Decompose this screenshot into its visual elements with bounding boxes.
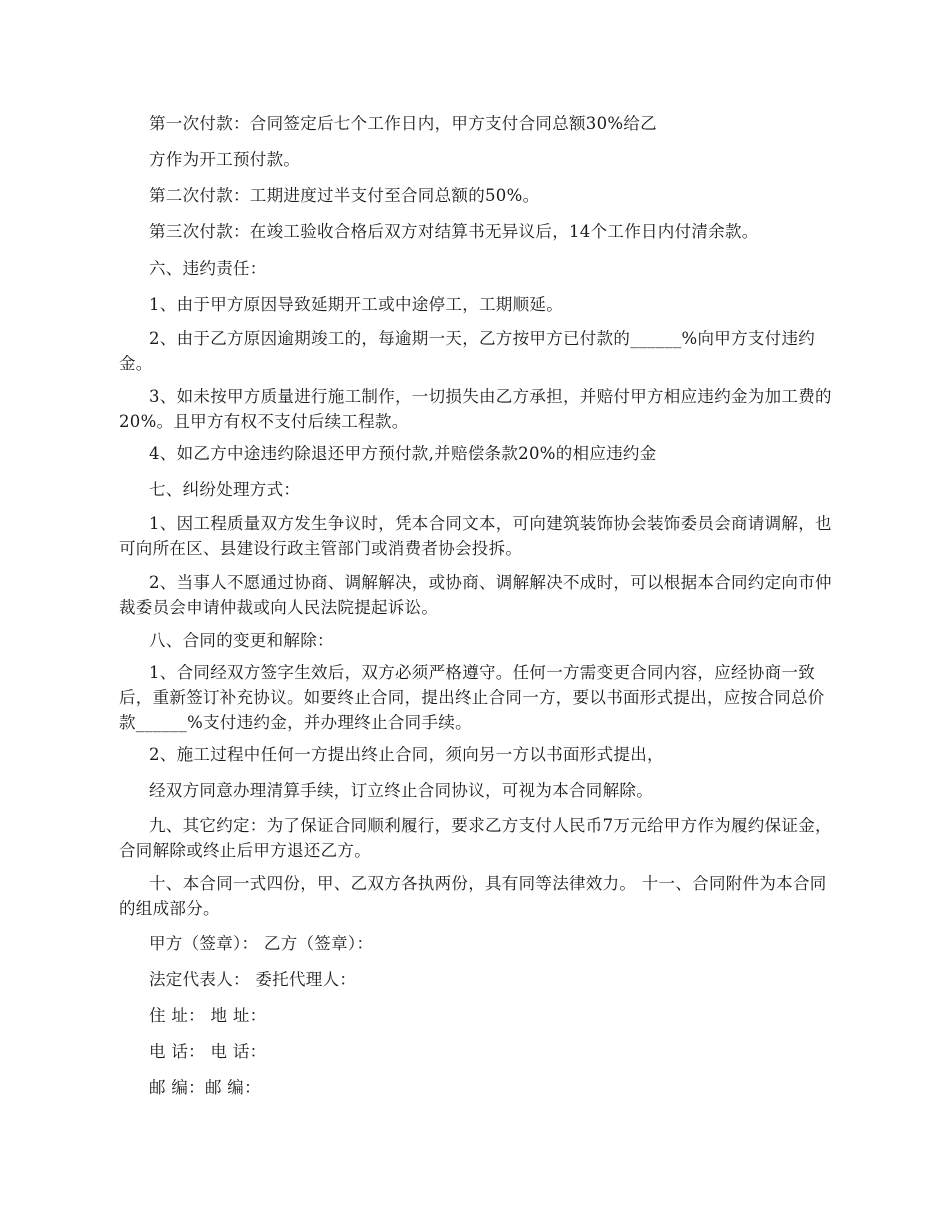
heading-contract-change: 八、合同的变更和解除： xyxy=(149,631,334,650)
paragraph-other-terms: 九、其它约定：为了保证合同顺利履行，要求乙方支付人民币7万元给甲方作为履约保证金，合同解除或终止后甲方退还乙方。 xyxy=(119,816,832,860)
paragraph-breach-2: 2、由于乙方原因逾期竣工的，每逾期一天，乙方按甲方已付款的______%向甲方支付违约金。 xyxy=(119,329,816,373)
paragraph-dispute-2: 2、当事人不愿通过协商、调解解决，或协商、调解解决不成时，可以根据本合同约定向市仲裁委员会申请仲裁或向人民法院提起诉讼。 xyxy=(119,573,832,617)
signature-postcode-line: 邮 编：邮 编： xyxy=(149,1078,261,1097)
heading-dispute-resolution: 七、纠纷处理方式： xyxy=(149,480,301,499)
signature-address-line: 住 址： 地 址： xyxy=(149,1006,267,1025)
paragraph-first-payment: 第一次付款：合同签定后七个工作日内，甲方支付合同总额30%给乙 xyxy=(149,114,657,133)
paragraph-breach-3: 3、如未按甲方质量进行施工制作，一切损失由乙方承担，并赔付甲方相应违约金为加工费的20%。且甲方有权不支付后续工程款。 xyxy=(119,387,832,431)
paragraph-third-payment: 第三次付款：在竣工验收合格后双方对结算书无异议后，14个工作日内付清余款。 xyxy=(149,222,759,241)
paragraph-first-payment-cont: 方作为开工预付款。 xyxy=(149,150,301,169)
signature-representative-line: 法定代表人： 委托代理人： xyxy=(149,970,357,989)
heading-breach-liability: 六、违约责任： xyxy=(149,259,267,278)
paragraph-copies: 十、本合同一式四份，甲、乙双方各执两份，具有同等法律效力。 十一、合同附件为本合同的组成部分。 xyxy=(119,874,827,918)
signature-phone-line: 电 话： 电 话： xyxy=(149,1042,267,1061)
paragraph-breach-1: 1、由于甲方原因导致延期开工或中途停工，工期顺延。 xyxy=(149,295,563,314)
paragraph-second-payment: 第二次付款：工期进度过半支付至合同总额的50%。 xyxy=(149,186,540,205)
paragraph-dispute-1: 1、因工程质量双方发生争议时，凭本合同文本，可向建筑装饰协会装饰委员会商请调解，也可向所在区、县建设行政主管部门或消费者协会投拆。 xyxy=(119,514,832,558)
signature-party-line: 甲方（签章）： 乙方（签章）： xyxy=(149,934,374,953)
paragraph-change-2-cont: 经双方同意办理清算手续，订立终止合同协议，可视为本合同解除。 xyxy=(149,781,653,800)
paragraph-change-1: 1、合同经双方签字生效后，双方必须严格遵守。任何一方需变更合同内容，应经协商一致后，重新签订补充协议。如要终止合同，提出终止合同一方，要以书面形式提出，应按合同总价款______%支付违约金，并办理终止合同手续。 xyxy=(119,663,825,732)
paragraph-change-2: 2、施工过程中任何一方提出终止合同，须向另一方以书面形式提出， xyxy=(149,745,664,764)
paragraph-breach-4: 4、如乙方中途违约除退还甲方预付款,并赔偿条款20%的相应违约金 xyxy=(149,444,657,463)
